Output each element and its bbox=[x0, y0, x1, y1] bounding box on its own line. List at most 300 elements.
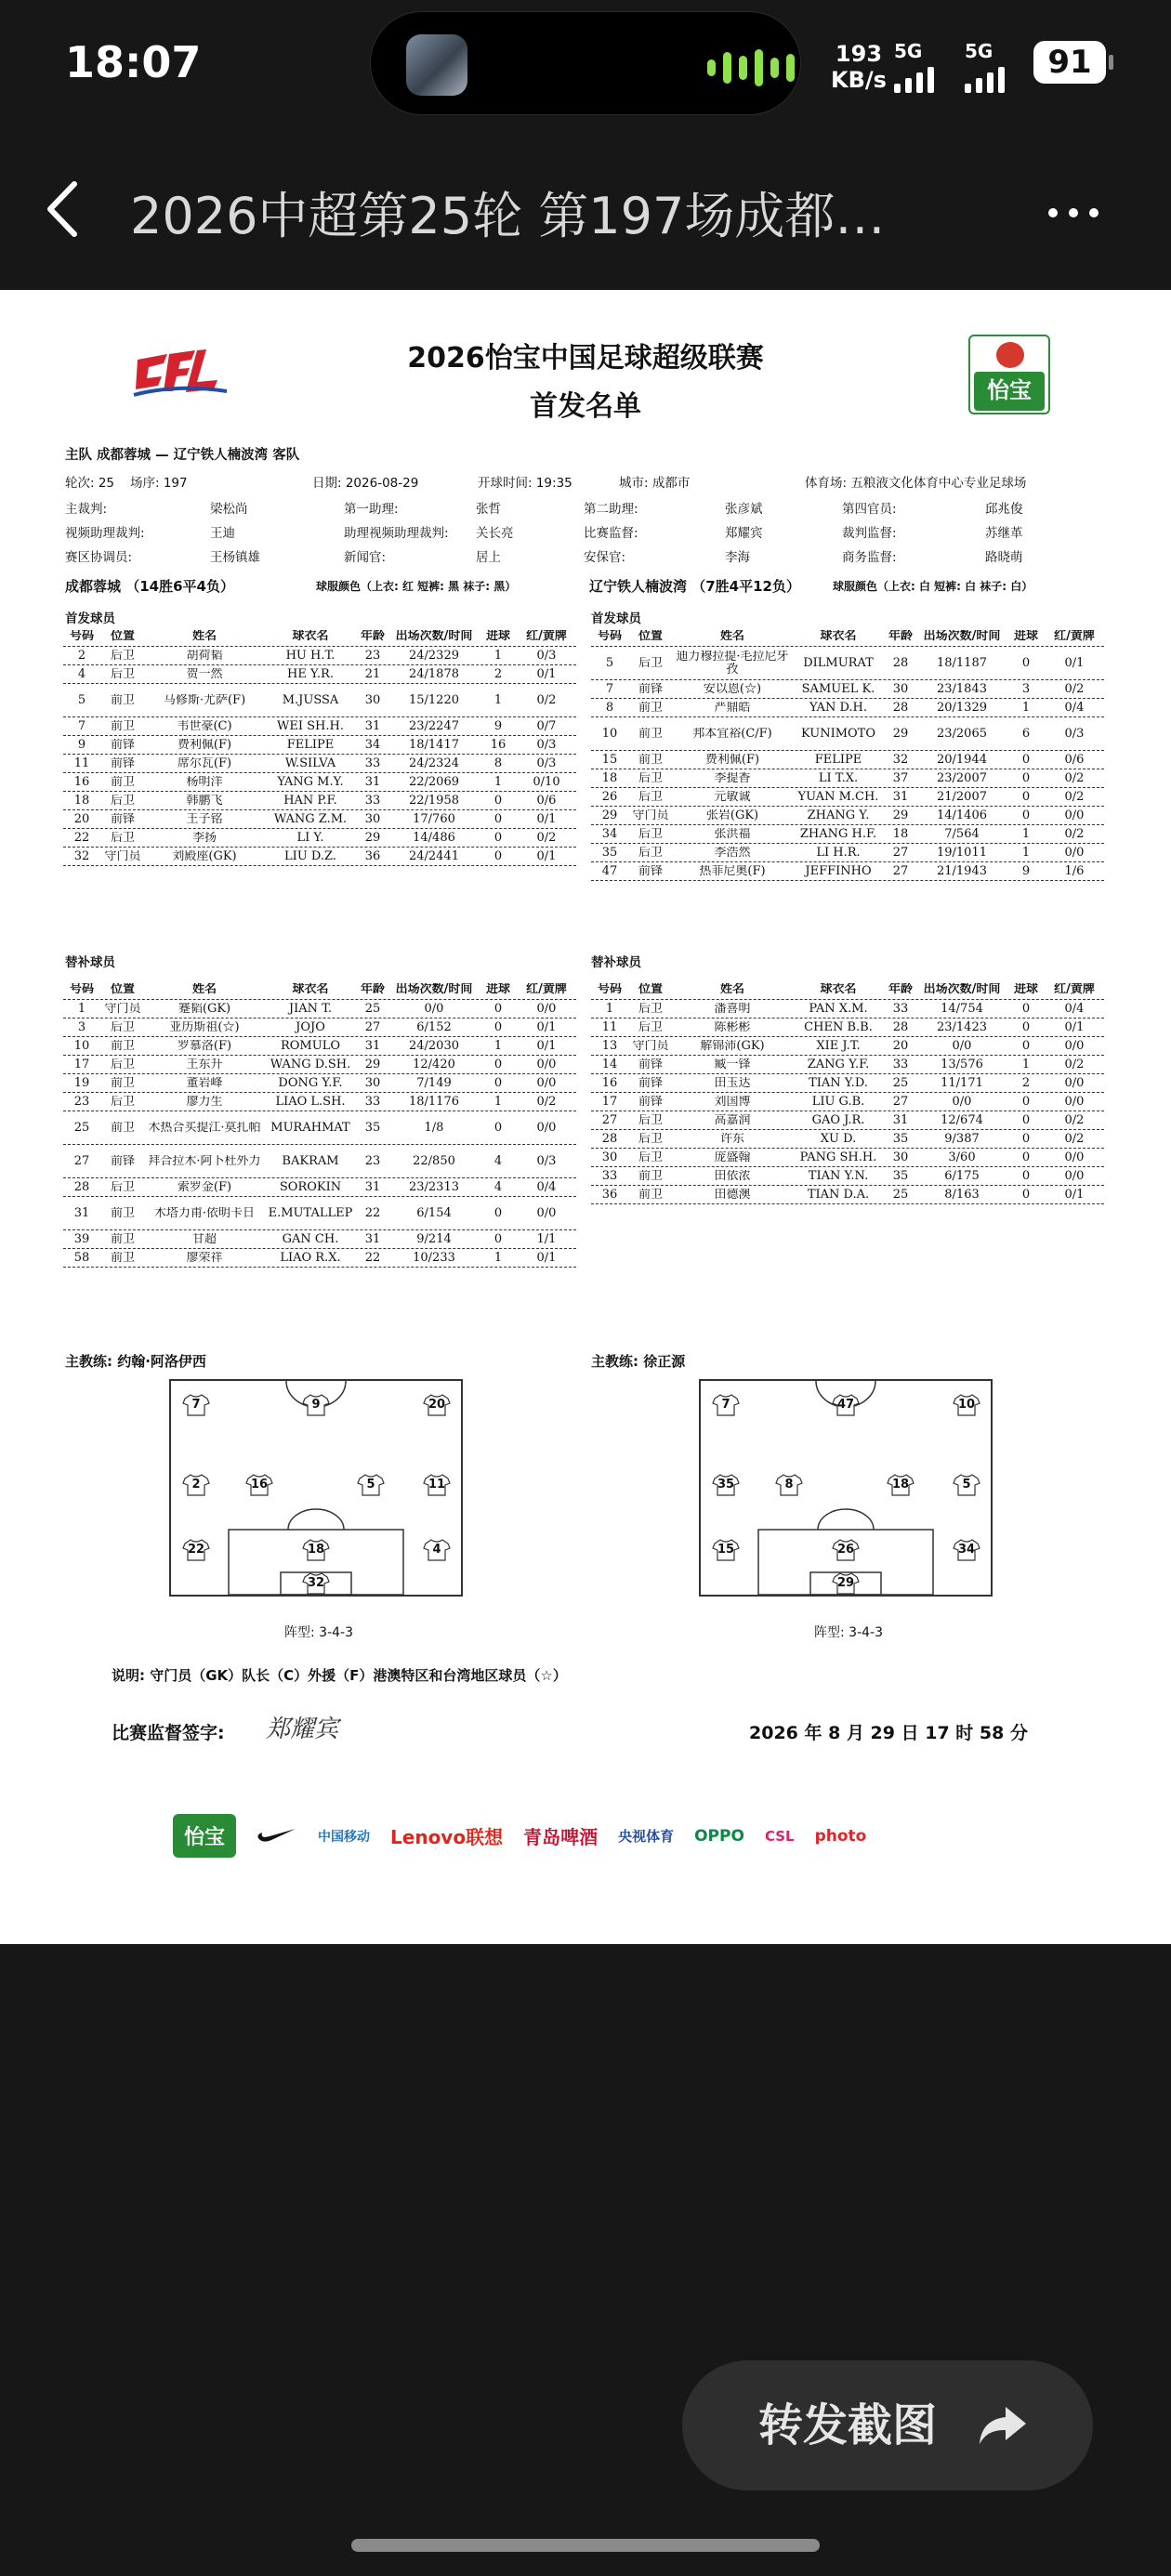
player-shirt-icon bbox=[953, 1394, 980, 1416]
table-cell: 后卫 bbox=[638, 827, 663, 841]
table-cell: 29 bbox=[892, 727, 909, 741]
table-cell: 0/6 bbox=[1064, 753, 1085, 767]
table-row bbox=[63, 1111, 576, 1145]
info-field: 轮次: 25 bbox=[65, 476, 115, 491]
table-cell: 热菲尼奥(F) bbox=[699, 864, 766, 878]
sponsor-logo: OPPO bbox=[694, 1826, 744, 1846]
table-cell: 邦本宜裕(C/F) bbox=[692, 727, 772, 741]
table-cell: 王子铭 bbox=[186, 812, 223, 826]
table-cell: 后卫 bbox=[110, 1020, 135, 1034]
table-cell: 田德澳 bbox=[714, 1188, 751, 1202]
column-header: 号码 bbox=[69, 982, 94, 996]
more-options-icon[interactable] bbox=[1048, 208, 1099, 217]
table-cell: 32 bbox=[892, 753, 909, 767]
table-header bbox=[63, 626, 576, 647]
table-cell: 前锋 bbox=[110, 1154, 135, 1168]
column-header: 年龄 bbox=[888, 982, 913, 996]
table-cell: 0/2 bbox=[536, 1095, 557, 1109]
player-shirt-icon bbox=[953, 1474, 980, 1496]
table-cell: 29 bbox=[601, 808, 618, 822]
player-shirt-icon bbox=[712, 1474, 740, 1496]
table-cell: JIAN T. bbox=[288, 1002, 333, 1016]
player-shirt-icon bbox=[712, 1394, 740, 1416]
table-row bbox=[591, 807, 1104, 825]
table-cell: 7/149 bbox=[416, 1076, 452, 1090]
info-field: 居上 bbox=[476, 550, 501, 565]
table-cell: 28 bbox=[892, 1020, 909, 1034]
table-row bbox=[63, 1230, 576, 1249]
info-field: 新闻官: bbox=[344, 550, 387, 565]
table-cell: FELIPE bbox=[286, 738, 335, 752]
shirt-number: 34 bbox=[957, 1543, 976, 1557]
table-cell: KUNIMOTO bbox=[800, 727, 875, 741]
table-cell: 6/154 bbox=[416, 1206, 452, 1220]
table-row bbox=[591, 844, 1104, 862]
column-header: 红/黄牌 bbox=[526, 629, 567, 643]
table-cell: 39 bbox=[73, 1232, 90, 1246]
table-row bbox=[63, 736, 576, 755]
table-cell: 23/2247 bbox=[408, 719, 459, 733]
table-cell: 前卫 bbox=[110, 1232, 135, 1246]
table-cell: 0/0 bbox=[1064, 1076, 1085, 1090]
info-field: 苏继革 bbox=[985, 526, 1023, 541]
table-row bbox=[591, 1093, 1104, 1111]
column-header: 红/黄牌 bbox=[526, 982, 567, 996]
table-cell: 24/2329 bbox=[408, 649, 459, 663]
table-cell: 7 bbox=[77, 719, 86, 733]
column-header: 进球 bbox=[485, 629, 510, 643]
table-cell: JOJO bbox=[296, 1020, 325, 1034]
home-coach: 主教练: 约翰·阿洛伊西 bbox=[65, 1353, 206, 1370]
dynamic-island[interactable] bbox=[370, 11, 801, 115]
table-cell: 庞盛翰 bbox=[714, 1150, 751, 1164]
table-cell: 守门员 bbox=[104, 1002, 141, 1016]
table-cell: 后卫 bbox=[638, 771, 663, 785]
table-cell: YUAN M.CH. bbox=[797, 790, 879, 804]
table-cell: 前锋 bbox=[638, 864, 663, 878]
table-cell: 0/2 bbox=[1064, 771, 1085, 785]
table-cell: 31 bbox=[73, 1206, 90, 1220]
table-cell: 董岩峰 bbox=[186, 1076, 223, 1090]
info-field: 李海 bbox=[725, 550, 750, 565]
home-kit: 球服颜色（上衣: 红 短裤: 黑 袜子: 黑） bbox=[316, 580, 517, 593]
table-row bbox=[63, 1037, 576, 1056]
table-cell: DONG Y.F. bbox=[278, 1076, 343, 1090]
shirt-number: 7 bbox=[191, 1398, 201, 1412]
table-row bbox=[63, 1093, 576, 1111]
table-row bbox=[591, 647, 1104, 680]
table-cell: GAO J.R. bbox=[811, 1113, 865, 1127]
info-field: 日期: 2026-08-29 bbox=[312, 476, 419, 491]
table-cell: 0 bbox=[493, 849, 503, 863]
table-cell: 前卫 bbox=[110, 1206, 135, 1220]
table-cell: 0/0 bbox=[536, 1058, 557, 1071]
table-cell: 0 bbox=[493, 812, 503, 826]
table-cell: SOROKIN bbox=[279, 1180, 342, 1194]
table-cell: 7/564 bbox=[944, 827, 980, 841]
table-cell: 木塔力甫·依明卡日 bbox=[153, 1206, 256, 1220]
table-cell: 前卫 bbox=[638, 727, 663, 741]
column-header: 红/黄牌 bbox=[1054, 629, 1095, 643]
table-cell: 8 bbox=[493, 756, 503, 770]
table-cell: 22 bbox=[364, 1251, 381, 1265]
table-cell: 34 bbox=[364, 738, 381, 752]
table-cell: 8 bbox=[605, 701, 614, 715]
table-cell: 27 bbox=[892, 1095, 909, 1109]
table-cell: 后卫 bbox=[638, 1150, 663, 1164]
player-shirt-icon bbox=[302, 1394, 330, 1416]
table-cell: E.MUTALLEP bbox=[268, 1206, 353, 1220]
table-cell: CHEN B.B. bbox=[804, 1020, 873, 1034]
table-cell: 32 bbox=[73, 849, 90, 863]
table-cell: HE Y.R. bbox=[287, 667, 334, 681]
table-cell: 后卫 bbox=[638, 1020, 663, 1034]
share-screenshot-button[interactable] bbox=[682, 2360, 1093, 2491]
table-row bbox=[63, 647, 576, 665]
table-cell: 1 bbox=[493, 693, 503, 707]
table-cell: YAN D.H. bbox=[809, 701, 868, 715]
table-cell: WEI SH.H. bbox=[277, 719, 344, 733]
table-cell: 22 bbox=[364, 1206, 381, 1220]
table-cell: 29 bbox=[364, 831, 381, 845]
table-cell: 0 bbox=[1021, 808, 1031, 822]
lineup-document[interactable] bbox=[0, 290, 1171, 1944]
table-cell: 21 bbox=[364, 667, 381, 681]
table-cell: 33 bbox=[892, 1002, 909, 1016]
table-row bbox=[63, 717, 576, 736]
table-cell: 1 bbox=[493, 649, 503, 663]
table-cell: 16 bbox=[73, 775, 90, 789]
table-row bbox=[591, 1149, 1104, 1167]
table-cell: 0/4 bbox=[1064, 1002, 1085, 1016]
page-title: 2026中超第25轮 第197场成都… bbox=[130, 187, 886, 245]
away-starters-label: 首发球员 bbox=[591, 611, 641, 626]
home-starters-table bbox=[63, 626, 576, 866]
table-cell: 后卫 bbox=[638, 1113, 663, 1127]
column-header: 年龄 bbox=[888, 629, 913, 643]
table-cell: 0/7 bbox=[536, 719, 557, 733]
table-cell: 20/1944 bbox=[936, 753, 987, 767]
table-cell: 1 bbox=[493, 1039, 503, 1053]
sponsor-logo: Lenovo联想 bbox=[390, 1826, 504, 1848]
table-row bbox=[63, 1019, 576, 1037]
table-cell: 20 bbox=[892, 1039, 909, 1053]
table-cell: 0/2 bbox=[536, 693, 557, 707]
column-header: 球衣名 bbox=[292, 982, 329, 996]
table-cell: 0/3 bbox=[536, 738, 557, 752]
cell-signal-icon: 5G bbox=[894, 41, 934, 93]
table-row bbox=[63, 773, 576, 792]
table-cell: 28 bbox=[73, 1180, 90, 1194]
shirt-number: 20 bbox=[428, 1398, 446, 1412]
home-formation-pitch bbox=[169, 1379, 463, 1597]
table-cell: 33 bbox=[892, 1058, 909, 1071]
info-field: 裁判监督: bbox=[842, 526, 897, 541]
table-cell: 26 bbox=[601, 790, 618, 804]
info-field: 视频助理裁判: bbox=[65, 526, 145, 541]
table-cell: 7 bbox=[605, 682, 614, 696]
table-cell: 前锋 bbox=[110, 756, 135, 770]
table-cell: 0 bbox=[1021, 1002, 1031, 1016]
table-cell: 30 bbox=[364, 1076, 381, 1090]
table-cell: 0/3 bbox=[1064, 727, 1085, 741]
table-cell: 0/0 bbox=[1064, 808, 1085, 822]
table-cell: 35 bbox=[892, 1132, 909, 1146]
player-shirt-icon bbox=[712, 1539, 740, 1561]
table-row bbox=[63, 848, 576, 866]
table-cell: 2 bbox=[493, 667, 503, 681]
table-header bbox=[63, 979, 576, 1000]
table-cell: TIAN Y.D. bbox=[809, 1076, 868, 1090]
table-cell: 23 bbox=[73, 1095, 90, 1109]
info-field: 王杨镇雄 bbox=[210, 550, 260, 565]
table-cell: 后卫 bbox=[110, 794, 135, 808]
table-cell: 潘喜明 bbox=[714, 1002, 751, 1016]
table-cell: 10/233 bbox=[413, 1251, 455, 1265]
table-cell: 18/1417 bbox=[408, 738, 459, 752]
table-cell: 0/0 bbox=[1064, 1169, 1085, 1183]
table-cell: 35 bbox=[601, 846, 618, 860]
shirt-number: 2 bbox=[191, 1478, 201, 1492]
info-field: 比赛监督: bbox=[584, 526, 638, 541]
table-cell: 迪力穆拉提·毛拉尼牙孜 bbox=[676, 650, 789, 677]
column-header: 进球 bbox=[485, 982, 510, 996]
table-cell: 张洪福 bbox=[714, 827, 751, 841]
table-cell: 0 bbox=[493, 1020, 503, 1034]
away-starters-table bbox=[591, 626, 1104, 881]
table-cell: 23 bbox=[364, 1154, 381, 1168]
column-header: 号码 bbox=[597, 629, 622, 643]
table-cell: 田玉达 bbox=[714, 1076, 751, 1090]
player-shirt-icon bbox=[832, 1572, 860, 1595]
table-cell: M.JUSSA bbox=[282, 693, 339, 707]
table-row bbox=[591, 1186, 1104, 1204]
table-row bbox=[63, 1074, 576, 1093]
table-cell: 20 bbox=[73, 812, 90, 826]
shirt-number: 18 bbox=[891, 1478, 910, 1492]
table-cell: 15 bbox=[601, 753, 618, 767]
away-subs-label: 替补球员 bbox=[591, 955, 641, 970]
column-header: 位置 bbox=[110, 982, 135, 996]
table-cell: 高嘉润 bbox=[714, 1113, 751, 1127]
table-cell: PANG SH.H. bbox=[799, 1150, 877, 1164]
player-shirt-icon bbox=[182, 1394, 210, 1416]
column-header: 年龄 bbox=[360, 982, 385, 996]
table-cell: 25 bbox=[892, 1076, 909, 1090]
home-formation: 阵型: 3-4-3 bbox=[284, 1625, 353, 1640]
table-cell: 30 bbox=[364, 812, 381, 826]
player-shirt-icon bbox=[357, 1474, 385, 1496]
table-row bbox=[591, 1000, 1104, 1019]
table-cell: 后卫 bbox=[638, 1002, 663, 1016]
table-cell: 3 bbox=[77, 1020, 86, 1034]
table-cell: 1/8 bbox=[424, 1121, 444, 1135]
info-field: 郑耀宾 bbox=[725, 526, 763, 541]
table-cell: 13 bbox=[601, 1039, 618, 1053]
away-team-name: 辽宁铁人楠波湾 （7胜4平12负） bbox=[589, 578, 800, 595]
table-cell: 31 bbox=[364, 1232, 381, 1246]
shirt-number: 15 bbox=[717, 1543, 735, 1557]
table-cell: 22/850 bbox=[413, 1154, 455, 1168]
shirt-number: 26 bbox=[836, 1543, 855, 1557]
back-arrow-icon[interactable] bbox=[45, 177, 82, 242]
table-cell: 10 bbox=[73, 1039, 90, 1053]
info-field: 主裁判: bbox=[65, 502, 108, 517]
table-cell: 29 bbox=[364, 1058, 381, 1071]
table-cell: 19 bbox=[73, 1076, 90, 1090]
table-row bbox=[63, 792, 576, 810]
table-cell: 后卫 bbox=[638, 656, 663, 670]
table-cell: 14 bbox=[601, 1058, 618, 1071]
table-cell: 廖荣祥 bbox=[186, 1251, 223, 1265]
sponsor-logo: 怡宝 bbox=[173, 1814, 236, 1858]
table-cell: 0 bbox=[1021, 753, 1031, 767]
doc-subtitle: 首发名单 bbox=[530, 390, 641, 423]
table-cell: 1 bbox=[1021, 827, 1031, 841]
table-cell: 11 bbox=[601, 1020, 618, 1034]
table-cell: 韩鹏飞 bbox=[186, 794, 223, 808]
table-cell: 后卫 bbox=[638, 1132, 663, 1146]
table-cell: 0 bbox=[1021, 1039, 1031, 1053]
away-kit: 球服颜色（上衣: 白 短裤: 白 袜子: 白） bbox=[833, 580, 1033, 593]
legend-note: 说明: 守门员（GK）队长（C）外援（F）港澳特区和台湾地区球员（☆） bbox=[112, 1667, 567, 1684]
player-shirt-icon bbox=[953, 1539, 980, 1561]
table-cell: 33 bbox=[364, 794, 381, 808]
table-row bbox=[591, 1037, 1104, 1056]
table-row bbox=[591, 751, 1104, 769]
table-header bbox=[591, 626, 1104, 647]
info-field: 路晓萌 bbox=[985, 550, 1023, 565]
table-cell: 9/214 bbox=[416, 1232, 452, 1246]
table-cell: 33 bbox=[364, 1095, 381, 1109]
home-subs-table bbox=[63, 979, 576, 1268]
table-cell: BAKRAM bbox=[282, 1154, 339, 1168]
table-row bbox=[591, 769, 1104, 788]
table-row bbox=[591, 1056, 1104, 1074]
table-cell: 0/3 bbox=[536, 649, 557, 663]
table-cell: ROMULO bbox=[280, 1039, 340, 1053]
table-cell: 罗慕洛(F) bbox=[177, 1039, 232, 1053]
table-cell: 17/760 bbox=[413, 812, 455, 826]
table-cell: 18 bbox=[601, 771, 618, 785]
table-cell: 0 bbox=[1021, 1188, 1031, 1202]
table-cell: 1 bbox=[1021, 846, 1031, 860]
player-shirt-icon bbox=[182, 1539, 210, 1561]
table-row bbox=[63, 810, 576, 829]
table-cell: 亚历斯祖(☆) bbox=[169, 1020, 240, 1034]
info-field: 场序: 197 bbox=[130, 476, 188, 491]
column-header: 号码 bbox=[597, 982, 622, 996]
table-cell: 守门员 bbox=[104, 849, 141, 863]
table-row bbox=[591, 1074, 1104, 1093]
table-cell: 0/0 bbox=[1064, 1039, 1085, 1053]
player-shirt-icon bbox=[887, 1474, 914, 1496]
away-formation-pitch bbox=[699, 1379, 993, 1597]
table-cell: 李提香 bbox=[714, 771, 751, 785]
table-cell: 张岩(GK) bbox=[705, 808, 759, 822]
table-row bbox=[591, 699, 1104, 717]
table-cell: 贺一然 bbox=[186, 667, 223, 681]
table-cell: 0/3 bbox=[536, 1154, 557, 1168]
table-cell: 1 bbox=[605, 1002, 614, 1016]
table-row bbox=[63, 1178, 576, 1197]
player-shirt-icon bbox=[832, 1539, 860, 1561]
table-cell: ZANG Y.F. bbox=[807, 1058, 870, 1071]
column-header: 出场次数/时间 bbox=[395, 629, 473, 643]
table-cell: 守门员 bbox=[632, 1039, 669, 1053]
table-cell: 27 bbox=[892, 846, 909, 860]
table-cell: 9 bbox=[493, 719, 503, 733]
table-cell: 58 bbox=[73, 1251, 90, 1265]
table-cell: 0/2 bbox=[1064, 790, 1085, 804]
table-cell: 25 bbox=[364, 1002, 381, 1016]
table-cell: 0 bbox=[1021, 1095, 1031, 1109]
player-shirt-icon bbox=[245, 1474, 273, 1496]
table-cell: 前锋 bbox=[638, 1076, 663, 1090]
table-cell: 0/1 bbox=[536, 849, 557, 863]
table-cell: 16 bbox=[601, 1076, 618, 1090]
table-cell: 2 bbox=[1021, 1076, 1031, 1090]
table-cell: 0/0 bbox=[952, 1095, 972, 1109]
table-cell: 9 bbox=[1021, 864, 1031, 878]
table-cell: 23 bbox=[364, 649, 381, 663]
table-cell: 前锋 bbox=[638, 682, 663, 696]
table-row bbox=[591, 717, 1104, 751]
column-header: 号码 bbox=[69, 629, 94, 643]
table-cell: 0/1 bbox=[536, 812, 557, 826]
table-cell: 后卫 bbox=[638, 790, 663, 804]
column-header: 红/黄牌 bbox=[1054, 982, 1095, 996]
table-cell: 16 bbox=[490, 738, 507, 752]
table-cell: 33 bbox=[601, 1169, 618, 1183]
table-cell: 3/60 bbox=[948, 1150, 976, 1164]
table-cell: MURAHMAT bbox=[270, 1121, 350, 1135]
table-cell: 严鼎皓 bbox=[714, 701, 751, 715]
player-shirt-icon bbox=[423, 1394, 451, 1416]
table-cell: 18/1176 bbox=[408, 1095, 459, 1109]
table-cell: 9 bbox=[77, 738, 86, 752]
app-top-bar bbox=[0, 0, 1171, 290]
table-cell: 后卫 bbox=[110, 1180, 135, 1194]
table-row bbox=[63, 1197, 576, 1230]
table-cell: 0/1 bbox=[536, 1251, 557, 1265]
table-cell: 6/152 bbox=[416, 1020, 452, 1034]
table-cell: 18/1187 bbox=[936, 656, 987, 670]
table-cell: 木热合买提江·莫扎帕 bbox=[148, 1121, 261, 1135]
shirt-number: 22 bbox=[187, 1543, 205, 1557]
table-cell: 11 bbox=[73, 756, 90, 770]
away-subs-table bbox=[591, 979, 1104, 1204]
nike-swoosh-icon bbox=[257, 1825, 297, 1847]
table-cell: 臧一锋 bbox=[714, 1058, 751, 1071]
table-cell: 前卫 bbox=[638, 1169, 663, 1183]
table-cell: 0/6 bbox=[536, 794, 557, 808]
table-cell: YANG M.Y. bbox=[277, 775, 344, 789]
table-cell: 0/0 bbox=[536, 1076, 557, 1090]
table-cell: 0/2 bbox=[1064, 682, 1085, 696]
home-indicator[interactable] bbox=[351, 2539, 820, 2552]
table-cell: 0/2 bbox=[1064, 1132, 1085, 1146]
table-cell: 前卫 bbox=[638, 701, 663, 715]
table-cell: 田依浓 bbox=[714, 1169, 751, 1183]
table-cell: 杨明洋 bbox=[186, 775, 223, 789]
table-cell: 0/10 bbox=[533, 775, 560, 789]
table-cell: 24/2441 bbox=[408, 849, 459, 863]
shirt-number: 35 bbox=[717, 1478, 735, 1492]
table-cell: 31 bbox=[364, 1039, 381, 1053]
table-cell: 29 bbox=[892, 808, 909, 822]
player-shirt-icon bbox=[832, 1394, 860, 1416]
